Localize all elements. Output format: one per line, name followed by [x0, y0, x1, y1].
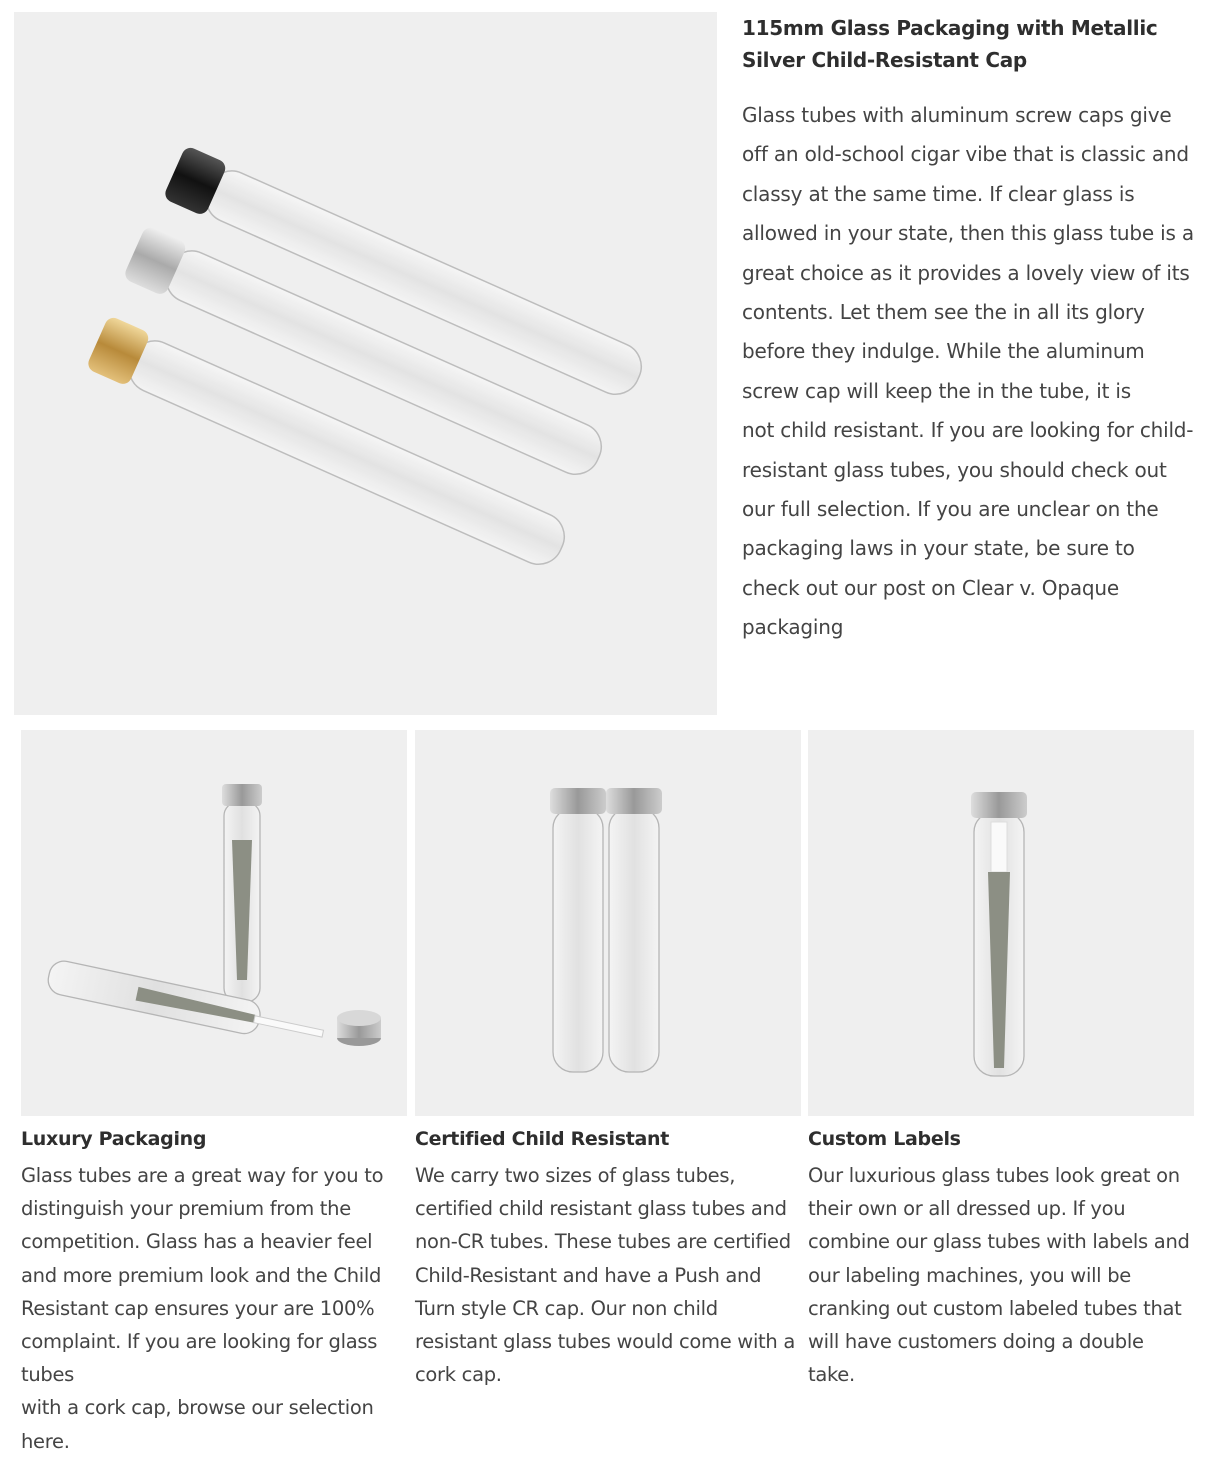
- hero-product-image: [14, 12, 717, 715]
- feature-description-custom-labels: [808, 1159, 1194, 1391]
- feature-description-luxury-part-2: with a cork cap, browse our selection here.: [21, 1396, 374, 1453]
- hero-description-part-2: not child resistant. If you are looking for child-resistant glass tubes, you should check out our full selection. If you are unclear on the packaging laws in your state, be sure to check out our post on Clear v. Opaque packaging: [742, 418, 1194, 640]
- hero-title: [742, 12, 1194, 76]
- feature-description-certified-child-resistant: [415, 1159, 801, 1391]
- feature-description-child-resistant-part-1: We carry two sizes of glass tubes, certified child resistant glass tubes and non-CR tubes. These tubes are certified Child-Resistant and have a Push and Turn style CR cap. Our non child resistant glass tubes would come with a cork cap.: [415, 1164, 796, 1387]
- hero-text-block: [742, 12, 1194, 648]
- feature-card-custom-labels: [808, 730, 1194, 1391]
- feature-description-luxury-packaging: [21, 1159, 407, 1458]
- feature-title-certified-child-resistant: Certified Child Resistant: [415, 1128, 670, 1150]
- feature-image-certified-child-resistant: [415, 730, 801, 1116]
- hero-description: [742, 96, 1194, 648]
- feature-image-custom-labels: [808, 730, 1194, 1116]
- feature-description-custom-labels-part-1: Our luxurious glass tubes look great on their own or all dressed up. If you combine our glass tubes with labels and our labeling machines, you will be cranking out custom labeled tubes that will have customers doing a double take.: [808, 1164, 1190, 1387]
- feature-card-certified-child-resistant: [415, 730, 801, 1391]
- feature-title-luxury-packaging: Luxury Packaging: [21, 1128, 207, 1150]
- feature-card-luxury-packaging: [21, 730, 407, 1458]
- feature-image-luxury-packaging: [21, 730, 407, 1116]
- hero-title-line-1: 115mm Glass Packaging with Metallic: [742, 16, 1158, 40]
- feature-title-custom-labels: Custom Labels: [808, 1128, 961, 1150]
- hero-title-line-2: Silver Child-Resistant Cap: [742, 48, 1027, 72]
- hero-description-part-1: Glass tubes with aluminum screw caps give off an old-school cigar vibe that is classic and classy at the same time. If clear glass is allowed in your state, then this glass tube is a great choice as it provides a lovely view of its contents. Let them see the in all its glory before they indulge. While the aluminum screw cap will keep the in the tube, it is: [742, 103, 1194, 403]
- feature-description-luxury-part-1: Glass tubes are a great way for you to distinguish your premium from the competition. Glass has a heavier feel and more premium look and the Child Resistant cap ensures your are 100% complaint. If you are looking for glass tubes: [21, 1164, 384, 1387]
